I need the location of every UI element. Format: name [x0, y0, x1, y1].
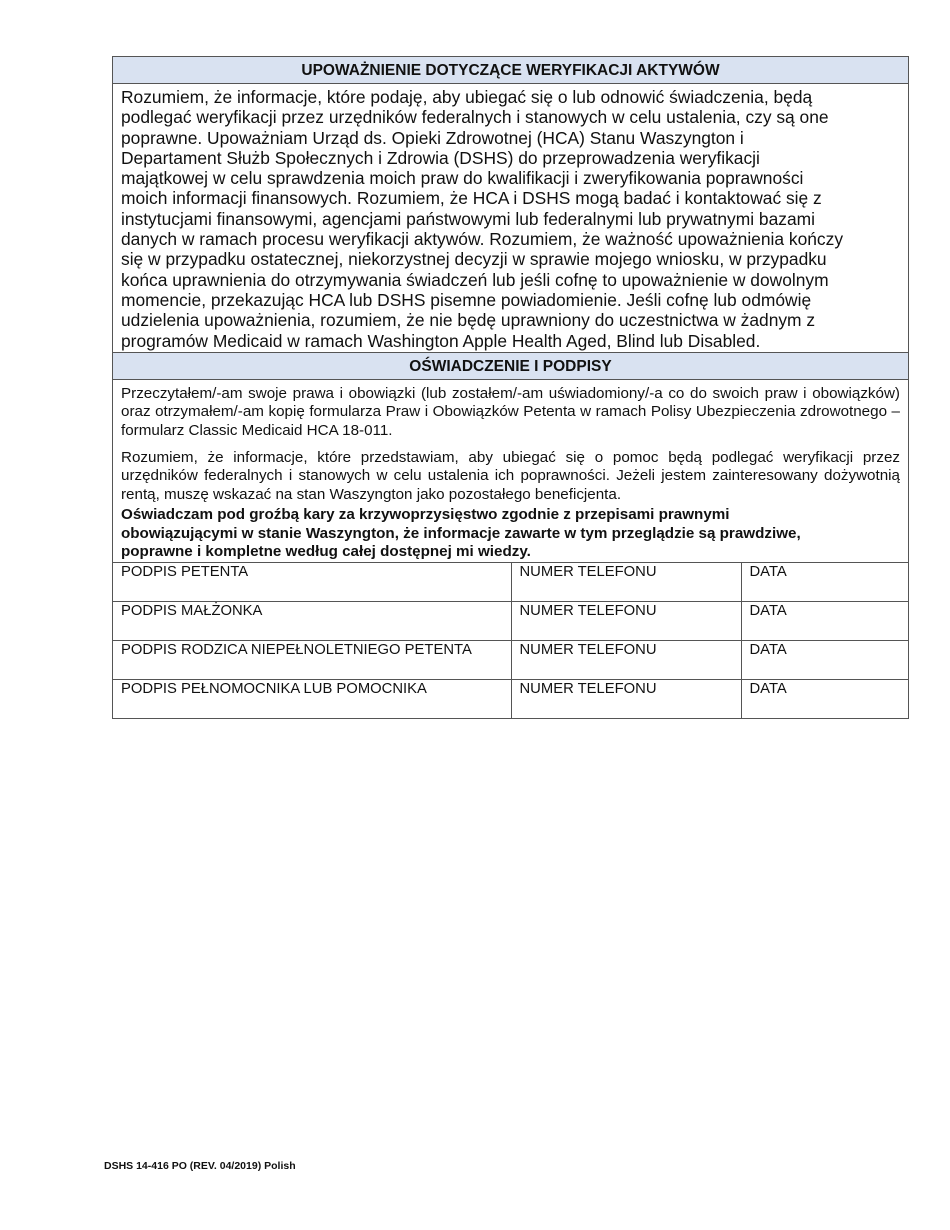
- representative-signature-field[interactable]: PODPIS PEŁNOMOCNIKA LUB POMOCNIKA: [113, 679, 511, 718]
- authorization-line: się w przypadku ostatecznej, niekorzystnej decyzji w sprawie mojego wniosku, w przypadku: [121, 249, 827, 270]
- spouse-date-field[interactable]: DATA: [741, 601, 908, 640]
- declaration-line: poprawne i kompletne według całej dostępnej mi wiedzy.: [121, 543, 531, 561]
- authorization-line: podlegać weryfikacji przez urzędników federalnych i stanowych w celu ustalenia, czy są one: [121, 107, 829, 128]
- parent-signature-field[interactable]: PODPIS RODZICA NIEPEŁNOLETNIEGO PETENTA: [113, 640, 511, 679]
- spouse-signature-field[interactable]: PODPIS MAŁŻONKA: [113, 601, 511, 640]
- authorization-line: poprawne. Upoważniam Urząd ds. Opieki Zdrowotnej (HCA) Stanu Waszyngton i: [121, 127, 744, 148]
- declaration-line: Oświadczam pod groźbą kary za krzywoprzysięstwo zgodnie z przepisami prawnymi: [121, 506, 730, 524]
- authorization-line: majątkowej w celu sprawdzenia moich praw do kwalifikacji i zweryfikowania poprawności: [121, 168, 804, 189]
- rights-paragraph: Przeczytałem/-am swoje prawa i obowiązki (lub zostałem/-am uświadomiony/-a co do swoich praw i obowiązków) oraz otrzymałem/-am kopię formularza Praw i Obowiązków Petenta w ramach Polisy Ubezpieczenia zdrowotnego – formularz Classic Medicaid HCA 18-011.: [121, 384, 900, 440]
- perjury-declaration: [121, 506, 900, 561]
- authorization-line: udzielenia upoważnienia, rozumiem, że nie będę uprawniony do uczestnictwa w żadnym z: [121, 310, 816, 331]
- authorization-line: końca uprawnienia do otrzymywania świadczeń lub jeśli cofnę to upoważnienie w dowolnym: [121, 269, 829, 290]
- form-number-footer: DSHS 14-416 PO (REV. 04/2019) Polish: [104, 1160, 296, 1172]
- applicant-phone-field[interactable]: NUMER TELEFONU: [511, 562, 741, 601]
- applicant-signature-field[interactable]: PODPIS PETENTA: [113, 562, 511, 601]
- statement-title: OŚWIADCZENIE I PODPISY: [113, 352, 908, 380]
- verification-paragraph: Rozumiem, że informacje, które przedstawiam, aby ubiegać się o pomoc będą podlegać weryfikacji przez urzędników federalnych i stanowych w celu ustalenia ich poprawności. Jeżeli jestem zainteresowany dożywotnią rentą, muszę wskazać na stan Waszyngton jako pozostałego beneficjenta.: [121, 448, 900, 503]
- applicant-date-field[interactable]: DATA: [741, 562, 908, 601]
- consent-form: [112, 56, 909, 719]
- authorization-title: UPOWAŻNIENIE DOTYCZĄCE WERYFIKACJI AKTYWÓW: [113, 57, 908, 84]
- parent-date-field[interactable]: DATA: [741, 640, 908, 679]
- signature-row: [113, 640, 908, 679]
- signature-row: [113, 601, 908, 640]
- representative-phone-field[interactable]: NUMER TELEFONU: [511, 679, 741, 718]
- signature-row: [113, 562, 908, 601]
- declaration-line: obowiązującymi w stanie Waszyngton, że informacje zawarte w tym przeglądzie są prawdziwe,: [121, 524, 801, 542]
- authorization-line: danych w ramach procesu weryfikacji aktywów. Rozumiem, że ważność upoważnienia kończy: [121, 229, 844, 250]
- representative-date-field[interactable]: DATA: [741, 679, 908, 718]
- spouse-phone-field[interactable]: NUMER TELEFONU: [511, 601, 741, 640]
- parent-phone-field[interactable]: NUMER TELEFONU: [511, 640, 741, 679]
- authorization-line: programów Medicaid w ramach Washington Apple Health Aged, Blind lub Disabled.: [121, 330, 761, 351]
- authorization-line: instytucjami finansowymi, agencjami państwowymi lub federalnymi lub prywatnymi bazami: [121, 208, 815, 229]
- authorization-line: Departament Służb Społecznych i Zdrowia (DSHS) do przeprowadzenia weryfikacji: [121, 147, 760, 168]
- authorization-line: moich informacji finansowych. Rozumiem, że HCA i DSHS mogą badać i kontaktować się z: [121, 188, 822, 209]
- statement-text: [113, 380, 908, 562]
- signature-row: [113, 679, 908, 718]
- authorization-text: [113, 84, 908, 352]
- authorization-line: momencie, przekazując HCA lub DSHS pisemne powiadomienie. Jeśli cofnę lub odmówię: [121, 289, 812, 310]
- authorization-line: Rozumiem, że informacje, które podaję, aby ubiegać się o lub odnowić świadczenia, będą: [121, 87, 813, 107]
- signature-table: [113, 562, 908, 719]
